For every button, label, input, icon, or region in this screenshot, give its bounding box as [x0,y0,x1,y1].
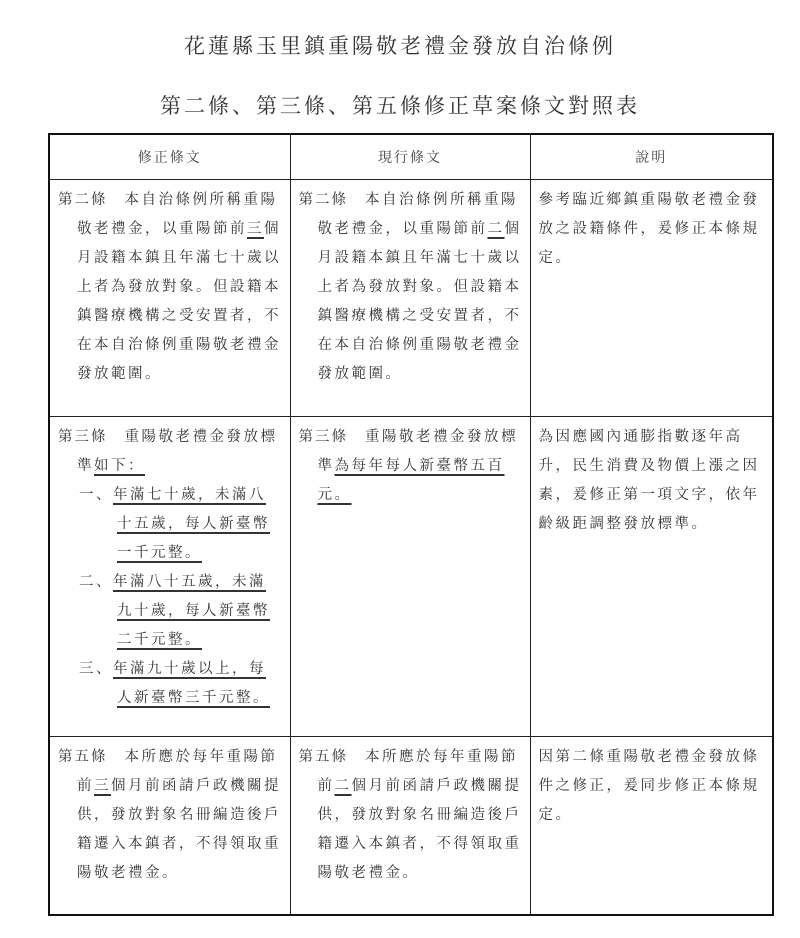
note-cell [530,417,773,737]
header-revised: 修正條文 [49,134,290,180]
note-cell [530,180,773,417]
header-current: 現行條文 [290,134,530,180]
revised-article-3-item-1: 一、年滿七十歲，未滿八十五歲，每人新臺幣一千元整。 [79,487,270,561]
table-header-row [49,134,773,180]
comparison-table [48,133,774,916]
current-cell [290,180,530,417]
note-article-5: 因第二條重陽敬老禮金發放條件之修正，爰同步修正本條規定。 [538,749,760,823]
current-article-2: 第二條 本自治條例所稱重陽敬老禮金，以重陽節前二個月設籍本鎮且年滿七十歲以上者為發放對象。但設籍本鎮醫療機構之受安置者，不在本自治條例重陽敬老禮金發放範圍。 [298,192,522,382]
revised-article-2: 第二條 本自治條例所稱重陽敬老禮金，以重陽節前三個月設籍本鎮且年滿七十歲以上者為發放對象。但設籍本鎮醫療機構之受安置者，不在本自治條例重陽敬老禮金發放範圍。 [58,192,281,382]
revised-article-5: 第五條 本所應於每年重陽節前三個月前函請戶政機關提供，發放對象名冊編造後戶籍遷入本鎮者，不得領取重陽敬老禮金。 [58,749,281,881]
revised-cell [49,737,290,915]
document-title: 花蓮縣玉里鎮重陽敬老禮金發放自治條例 [184,34,616,58]
note-article-3: 為因應國內通膨指數逐年高升，民生消費及物價上漲之因素，爰修正第一項文字，依年齡級距調整發放標準。 [538,429,760,532]
header-note: 說明 [530,134,773,180]
current-article-3: 第三條 重陽敬老禮金發放標準為每年每人新臺幣五百元。 [298,429,518,503]
table-row [49,180,773,417]
revised-article-3-item-3: 三、年滿九十歲以上，每人新臺幣三千元整。 [79,661,270,706]
current-cell [290,417,530,737]
note-cell [530,737,773,915]
revised-article-3-item-2: 二、年滿八十五歲，未滿九十歲，每人新臺幣二千元整。 [79,574,270,648]
current-article-5: 第五條 本所應於每年重陽節前二個月前函請戶政機關提供，發放對象名冊編造後戶籍遷入本鎮者，不得領取重陽敬老禮金。 [298,749,522,881]
note-article-2: 參考臨近鄉鎮重陽敬老禮金發放之設籍條件，爰修正本條規定。 [538,192,760,266]
revised-cell [49,417,290,737]
current-cell [290,737,530,915]
table-row [49,737,773,915]
document-subtitle: 第二條、第三條、第五條修正草案條文對照表 [160,94,640,118]
revised-cell [49,180,290,417]
revised-article-3: 第三條 重陽敬老禮金發放標準如下： [58,429,278,474]
table-row [49,417,773,737]
